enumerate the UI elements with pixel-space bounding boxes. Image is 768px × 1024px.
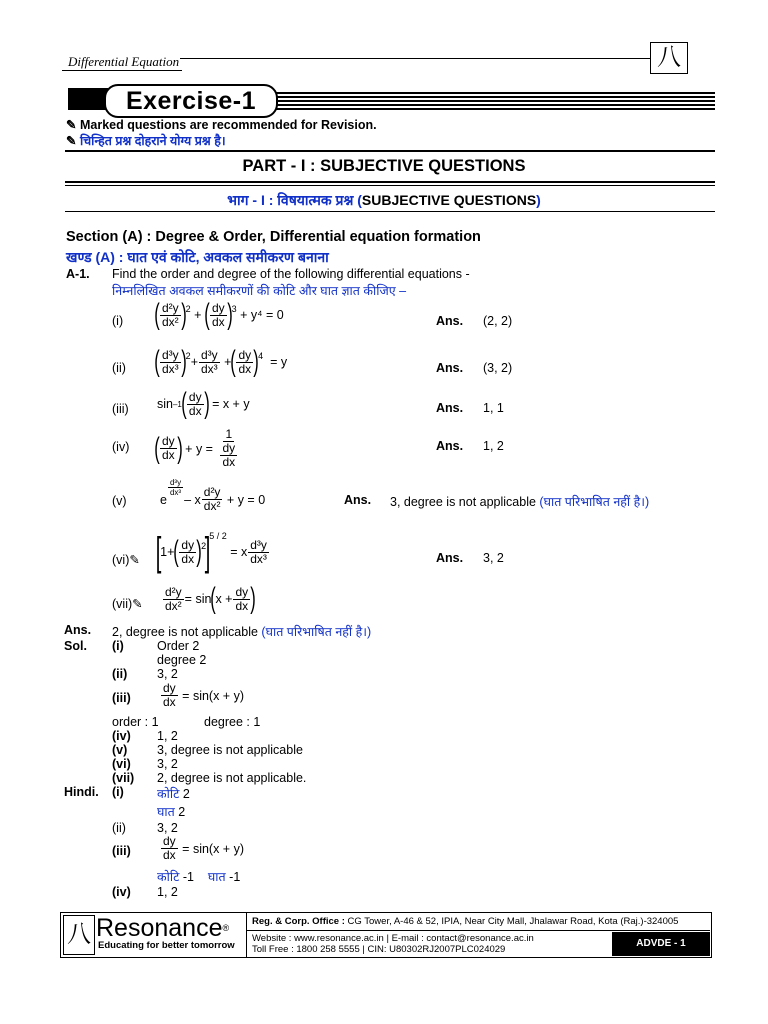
section-title: Section (A) : Degree & Order, Differential equation formation	[66, 229, 481, 245]
hindi-iii-label: (iii)	[112, 844, 131, 858]
sol-row-label: (iv)	[112, 729, 131, 743]
question-text: Find the order and degree of the following differential equations -	[112, 267, 470, 281]
part-v-label: (v)	[112, 494, 127, 508]
sol-iii-equation: $\frac{dy}{dx}$ = sin(x + y)	[163, 681, 244, 709]
hindi-solution-label: Hindi.	[64, 785, 99, 799]
footer-divider-h	[246, 930, 710, 931]
solution-label: Sol.	[64, 639, 87, 653]
part-rule-top	[65, 150, 715, 152]
answer-iv: 1, 2	[483, 439, 504, 453]
part-title-hindi: भाग - I : विषयात्मक प्रश्न (SUBJECTIVE QUESTIONS)	[227, 192, 541, 208]
pencil-icon: ✎	[132, 597, 143, 611]
sol-row-label: (v)	[112, 743, 128, 757]
footer-divider	[246, 912, 247, 957]
hindi-i-label: (i)	[112, 785, 124, 799]
hindi-ghat: घात 2	[157, 805, 186, 819]
hindi-ii-label: (ii)	[112, 821, 126, 835]
question-label: A-1.	[66, 267, 90, 281]
footer-logo-box	[63, 915, 95, 955]
header-rule-slant	[180, 58, 650, 59]
part-vii-label: (vii)✎	[112, 597, 143, 611]
pencil-icon: ✎	[66, 118, 77, 132]
hindi-ii-text: 3, 2	[157, 821, 178, 835]
footer-toll: Toll Free : 1800 258 5555 | CIN: U80302RJ2007PLC024029	[252, 944, 506, 955]
hindi-iv-text: 1, 2	[157, 885, 178, 899]
equation-ii: ( $\frac{\text{d³y}}{\text{dx³}}$ ) 2 + $\frac{\text{d³y}}{\text{dx³}}$ + ( $\frac{dy}{dx}$ ) 4 = y	[154, 345, 288, 378]
sol-row-label: (iii)	[112, 691, 131, 705]
part-iii-label: (iii)	[112, 402, 129, 416]
revision-note-en: ✎ Marked questions are recommended for Revision.	[66, 118, 377, 132]
answer-vi: 3, 2	[483, 551, 504, 565]
section-title-hindi: खण्ड (A) : घात एवं कोटि, अवकल समीकरण बनाना	[66, 249, 329, 265]
part-vi-label: (vi)✎	[112, 553, 140, 567]
part-rule-mid2	[65, 185, 715, 186]
equation-iii: sin –1 ( $\frac{dy}{dx}$ ) = x + y	[157, 387, 250, 420]
part-i-label: (i)	[112, 314, 124, 328]
equation-vii: $\frac{\text{d²y}}{\text{dx²}}$ = sin ( x + $\frac{dy}{dx}$ )	[165, 582, 256, 615]
sol-row-label: (ii)	[112, 667, 128, 681]
ans-label-v: Ans.	[344, 493, 372, 507]
part-rule-bottom	[65, 211, 715, 212]
sol-row-text: Order 2	[157, 639, 200, 653]
footer-office: Reg. & Corp. Office : CG Tower, A-46 & 52, IPIA, Near City Mall, Jhalawar Road, Kota (Raj.)-324005	[252, 916, 679, 927]
answer-i: (2, 2)	[483, 314, 513, 328]
hindi-iv-label: (iv)	[112, 885, 131, 899]
sol-row-text: 1, 2	[157, 729, 178, 743]
part-ii-label: (ii)	[112, 361, 126, 375]
sol-row-text: 2, degree is not applicable.	[157, 771, 307, 785]
ans-label-iii: Ans.	[436, 401, 464, 415]
revision-note-hi: ✎ चिन्हित प्रश्न दोहराने योग्य प्रश्न है।	[66, 134, 226, 148]
ans-label-ii: Ans.	[436, 361, 464, 375]
footer-page-code: ADVDE - 1	[612, 932, 710, 956]
resonance-logo-icon: 八	[67, 921, 91, 948]
sol-row-text: order : 1	[112, 715, 159, 729]
equation-vi: [ 1+ ( $\frac{dy}{dx}$ ) 2 ] 5 / 2 = x $\frac{\text{d³y}}{\text{dx³}}$	[155, 530, 267, 574]
ans-label-i: Ans.	[436, 314, 464, 328]
ans-label-vi: Ans.	[436, 551, 464, 565]
vii-answer-label: Ans.	[64, 623, 92, 637]
ans-label-iv: Ans.	[436, 439, 464, 453]
equation-v: e $\frac{\text{d³y}}{\text{dx³}}$ – x $\frac{\text{d²y}}{\text{dx²}}$ + y = 0	[160, 478, 266, 513]
logo-box	[650, 42, 688, 74]
equation-i: ( $\frac{\text{d²y}}{\text{dx²}}$ ) 2 + ( $\frac{dy}{dx}$ ) 3 + y⁴ = 0	[154, 298, 284, 331]
footer-tagline: Educating for better tomorrow	[98, 940, 235, 951]
answer-iii: 1, 1	[483, 401, 504, 415]
exercise-title: Exercise-1	[125, 87, 257, 115]
logo-icon: 八	[657, 44, 681, 71]
hindi-i-text: कोटि 2	[157, 787, 190, 801]
sol-row-text: degree 2	[157, 653, 207, 667]
hindi-iii-equation: $\frac{dy}{dx}$ = sin(x + y)	[163, 834, 244, 862]
chapter-title: Differential Equation	[68, 54, 180, 69]
equation-iv: ( $\frac{dy}{dx}$ ) + y = $\frac{1}{\frac{dy}{dx}}$	[154, 427, 236, 469]
question-text-hindi: निम्नलिखित अवकल समीकरणों की कोटि और घात ज्ञात कीजिए –	[112, 284, 407, 298]
exercise-title-box	[104, 84, 278, 118]
sol-row-text: 3, 2	[157, 757, 178, 771]
pencil-icon: ✎	[129, 553, 140, 567]
pencil-icon: ✎	[66, 134, 77, 148]
header-rule	[62, 70, 182, 71]
banner-left-bar	[68, 88, 108, 110]
sol-row-text: 3, 2	[157, 667, 178, 681]
sol-row-label: (vi)	[112, 757, 131, 771]
footer-brand: Resonance®	[96, 914, 230, 942]
hindi-koti-ghat: कोटि -1 घात -1	[157, 870, 241, 884]
footer-web: Website : www.resonance.ac.in | E-mail : contact@resonance.ac.in	[252, 933, 534, 944]
part-title: PART - I : SUBJECTIVE QUESTIONS	[242, 157, 526, 175]
part-rule-mid	[65, 181, 715, 183]
answer-v: 3, degree is not applicable (घात परिभाषित नहीं है।)	[390, 495, 650, 509]
answer-ii: (3, 2)	[483, 361, 513, 375]
sol-row-label: (i)	[112, 639, 124, 653]
vii-answer: 2, degree is not applicable (घात परिभाषित नहीं है।)	[112, 625, 372, 639]
sol-row-text: 3, degree is not applicable	[157, 743, 303, 757]
sol-degree: degree : 1	[204, 715, 261, 729]
part-iv-label: (iv)	[112, 440, 130, 454]
banner-lines	[275, 92, 715, 112]
sol-row-label: (vii)	[112, 771, 135, 785]
